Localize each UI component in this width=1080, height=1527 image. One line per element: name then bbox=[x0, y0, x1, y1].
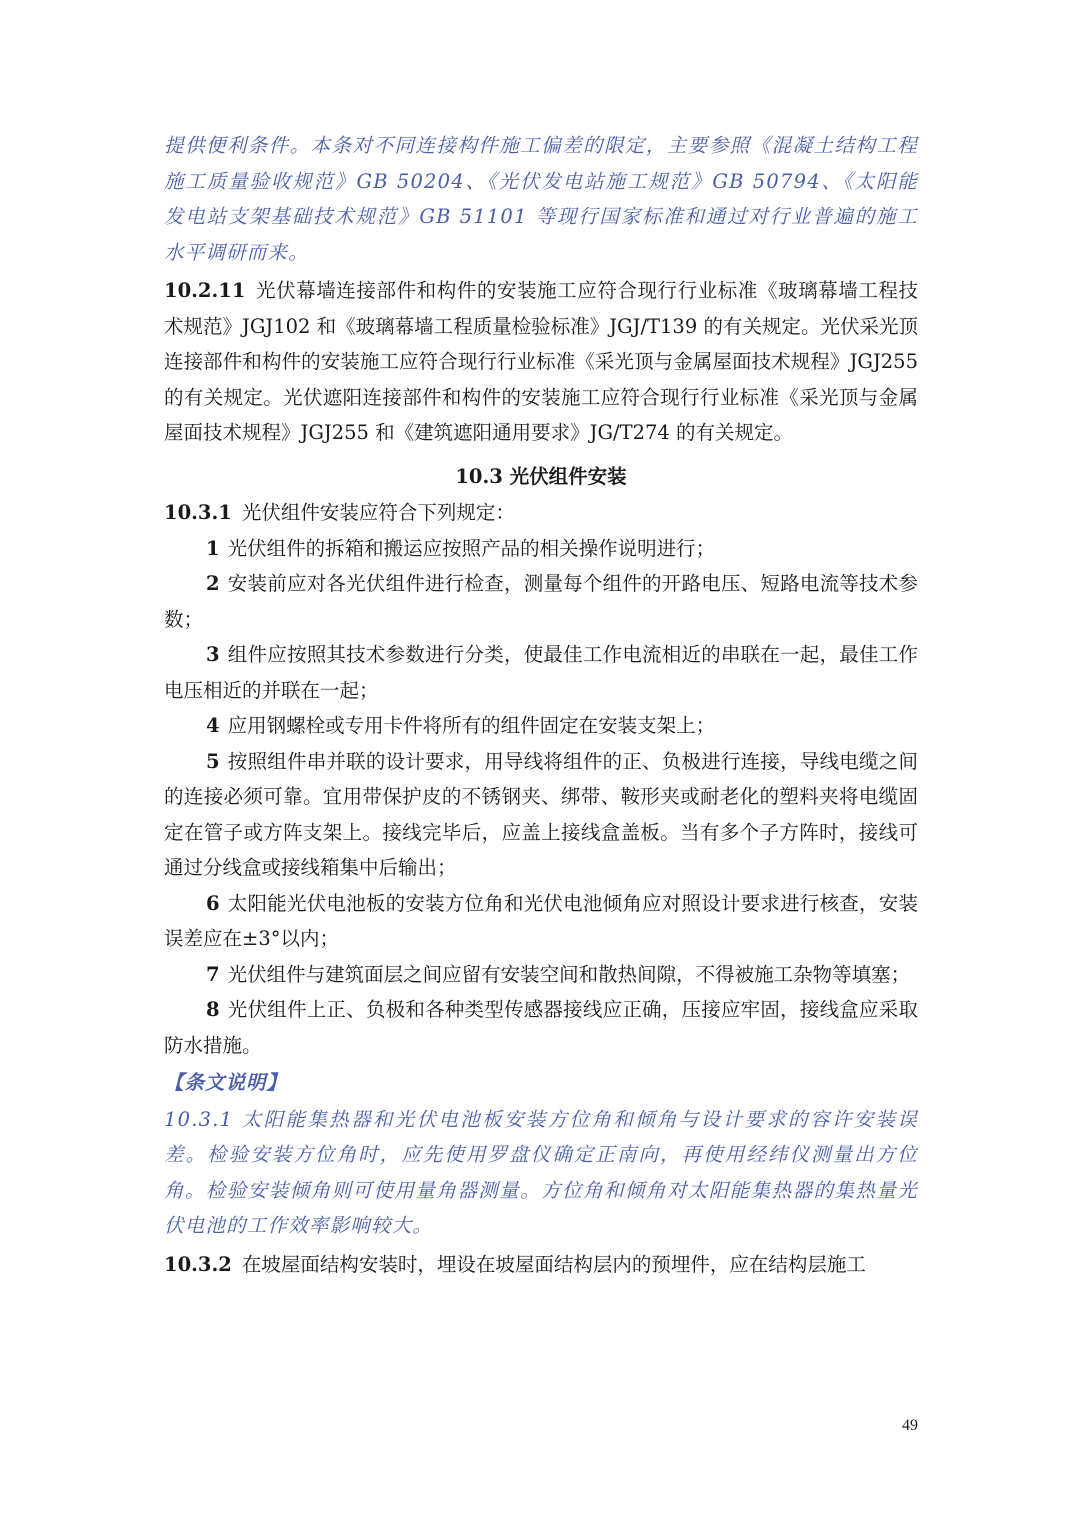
clause-10-3-2 bbox=[164, 1247, 918, 1283]
item-text: 太阳能光伏电池板的安装方位角和光伏电池倾角应对照设计要求进行核查，安装误差应在±3°以内； bbox=[164, 891, 918, 950]
clause-text: 光伏组件安装应符合下列规定： bbox=[241, 501, 515, 524]
item-text: 按照组件串并联的设计要求，用导线将组件的正、负极进行连接，导线电缆之间的连接必须可靠。宜用带保护皮的不锈钢夹、绑带、鞍形夹或耐老化的塑料夹将电缆固定在管子或方阵支架上。接线完毕后，应盖上接线盒盖板。当有多个子方阵时，接线可通过分线盒或接线箱集中后输出； bbox=[164, 749, 918, 879]
item-number: 6 bbox=[206, 891, 220, 915]
list-item bbox=[164, 708, 918, 744]
item-text: 光伏组件的拆箱和搬运应按照产品的相关操作说明进行； bbox=[227, 536, 716, 560]
list-item bbox=[164, 992, 918, 1063]
item-text: 组件应按照其技术参数进行分类，使最佳工作电流相近的串联在一起，最佳工作电压相近的并联在一起； bbox=[164, 643, 918, 702]
list-item bbox=[164, 566, 918, 637]
item-number: 1 bbox=[206, 536, 220, 560]
item-number: 8 bbox=[206, 998, 220, 1021]
clause-10-2-11 bbox=[164, 273, 918, 451]
page-number: 49 bbox=[902, 1417, 918, 1434]
list-item bbox=[164, 637, 918, 708]
list-item bbox=[164, 886, 918, 957]
list-item bbox=[164, 531, 918, 567]
item-text: 应用钢螺栓或专用卡件将所有的组件固定在安装支架上； bbox=[227, 714, 716, 737]
clause-text: 在坡屋面结构安装时，埋设在坡屋面结构层内的预埋件，应在结构层施工 bbox=[241, 1252, 866, 1276]
clause-number: 10.3.2 bbox=[164, 1252, 232, 1276]
item-number: 3 bbox=[206, 643, 220, 666]
item-number: 5 bbox=[206, 749, 220, 773]
item-text: 光伏组件上正、负极和各种类型传感器接线应正确，压接应牢固，接线盒应采取防水措施。 bbox=[164, 998, 918, 1057]
section-title: 10.3 光伏组件安装 bbox=[455, 464, 627, 488]
commentary-heading: 【条文说明】 bbox=[164, 1071, 288, 1094]
list-item bbox=[164, 744, 918, 886]
clause-text: 光伏幕墙连接部件和构件的安装施工应符合现行行业标准《玻璃幕墙工程技术规范》JGJ102 和《玻璃幕墙工程质量检验标准》JGJ/T139 的有关规定。光伏采光顶连接部件和构件的安装施工应符合现行行业标准《采光顶与金属屋面技术规程》JGJ255 的有关规定。光伏遮阳连接部件和构件的安装施工应符合现行行业标准《采光顶与金属屋面技术规程》JGJ255 和《建筑遮阳通用要求》JG/T274 的有关规定。 bbox=[164, 279, 918, 444]
page-body bbox=[164, 128, 918, 1282]
commentary-continuation: 提供便利条件。本条对不同连接构件施工偏差的限定，主要参照《混凝土结构工程施工质量验收规范》GB 50204、《光伏发电站施工规范》GB 50794、《太阳能发电站支架基础技术规范》GB 51101 等现行国家标准和通过对行业普遍的施工水平调研而来。 bbox=[164, 134, 918, 264]
item-number: 4 bbox=[206, 714, 220, 737]
item-number: 2 bbox=[206, 572, 220, 595]
clause-number: 10.2.11 bbox=[164, 279, 246, 302]
commentary-10-3-1: 10.3.1 太阳能集热器和光伏电池板安装方位角和倾角与设计要求的容许安装误差。检验安装方位角时，应先使用罗盘仪确定正南向，再使用经纬仪测量出方位角。检验安装倾角则可使用量角器测量。方位角和倾角对太阳能集热器的集热量光伏电池的工作效率影响较大。 bbox=[164, 1107, 918, 1237]
clause-number: 10.3.1 bbox=[164, 501, 232, 524]
item-text: 安装前应对各光伏组件进行检查，测量每个组件的开路电压、短路电流等技术参数； bbox=[164, 572, 918, 631]
list-item bbox=[164, 957, 918, 993]
clause-10-3-1 bbox=[164, 495, 918, 531]
item-number: 7 bbox=[206, 962, 220, 986]
item-text: 光伏组件与建筑面层之间应留有安装空间和散热间隙，不得被施工杂物等填塞； bbox=[227, 962, 911, 986]
